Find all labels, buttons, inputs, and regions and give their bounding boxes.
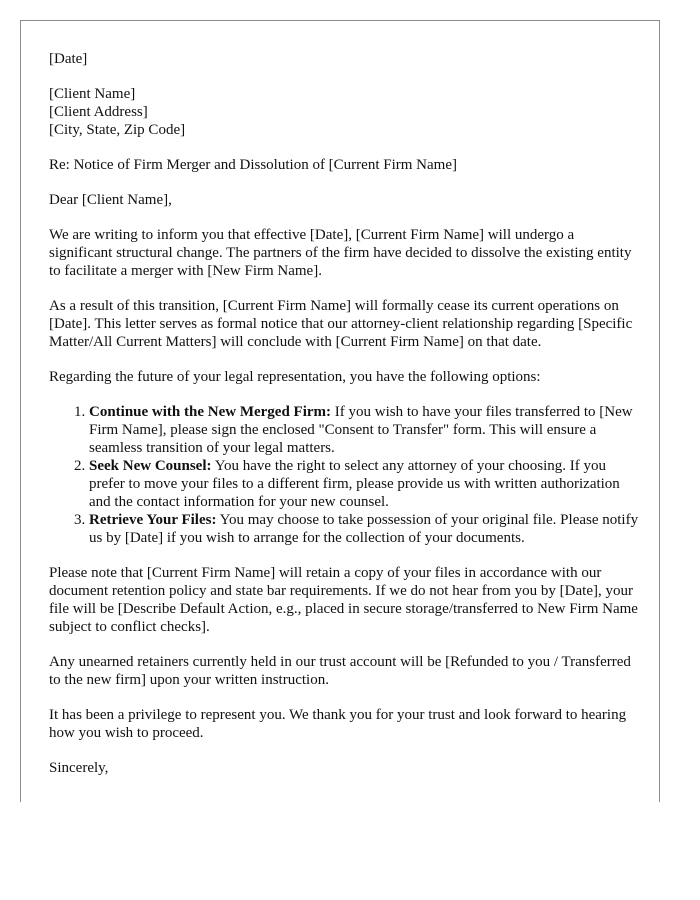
option-item (89, 403, 639, 457)
option-text: You have the right to select any attorney of your choosing. If you prefer to move your files to a different firm, please provide us with written authorization and the contact information for your new counsel. (89, 458, 620, 510)
option-text: You may choose to take possession of your original file. Please notify us by [Date] if you wish to arrange for the collection of your documents. (89, 512, 639, 546)
signoff: Sincerely, (49, 760, 109, 776)
body-paragraph: Regarding the future of your legal representation, you have the following options: (49, 369, 541, 385)
body-paragraph: Please note that [Current Firm Name] will retain a copy of your files in accordance with our document retention policy and state bar requirements. If we do not hear from you by [Date], your file will be [Describe Default Action, e.g., placed in secure storage/transferred to New Firm Name subject to conflict checks]. (49, 565, 638, 635)
letter-date: [Date] (49, 51, 88, 67)
letter-body (49, 50, 639, 794)
letter-page (20, 20, 660, 802)
recipient-address: [Client Address] (49, 104, 148, 120)
option-text: If you wish to have your files transferred to [New Firm Name], please sign the enclosed "Consent to Transfer" form. This will ensure a seamless transition of your legal matters. (89, 404, 633, 456)
recipient-address-block (49, 85, 639, 139)
subject-line: Re: Notice of Firm Merger and Dissolution of [Current Firm Name] (49, 157, 457, 173)
option-title: Continue with the New Merged Firm: (89, 404, 332, 420)
option-item (89, 511, 639, 547)
options-list (49, 403, 639, 547)
option-title: Seek New Counsel: (89, 458, 212, 474)
option-title: Retrieve Your Files: (89, 512, 217, 528)
body-paragraph: Any unearned retainers currently held in our trust account will be [Refunded to you / Transferred to the new firm] upon your written instruction. (49, 654, 631, 688)
body-paragraph: As a result of this transition, [Current Firm Name] will formally cease its current operations on [Date]. This letter serves as formal notice that our attorney-client relationship regarding [Specific Matter/All Current Matters] will conclude with [Current Firm Name] on that date. (49, 298, 633, 350)
recipient-name: [Client Name] (49, 86, 136, 102)
body-paragraph: We are writing to inform you that effective [Date], [Current Firm Name] will undergo a significant structural change. The partners of the firm have decided to dissolve the existing entity to facilitate a merger with [New Firm Name]. (49, 227, 632, 279)
body-paragraph: It has been a privilege to represent you. We thank you for your trust and look forward to hearing how you wish to proceed. (49, 707, 627, 741)
salutation: Dear [Client Name], (49, 192, 172, 208)
option-item (89, 457, 639, 511)
recipient-city-state-zip: [City, State, Zip Code] (49, 122, 186, 138)
